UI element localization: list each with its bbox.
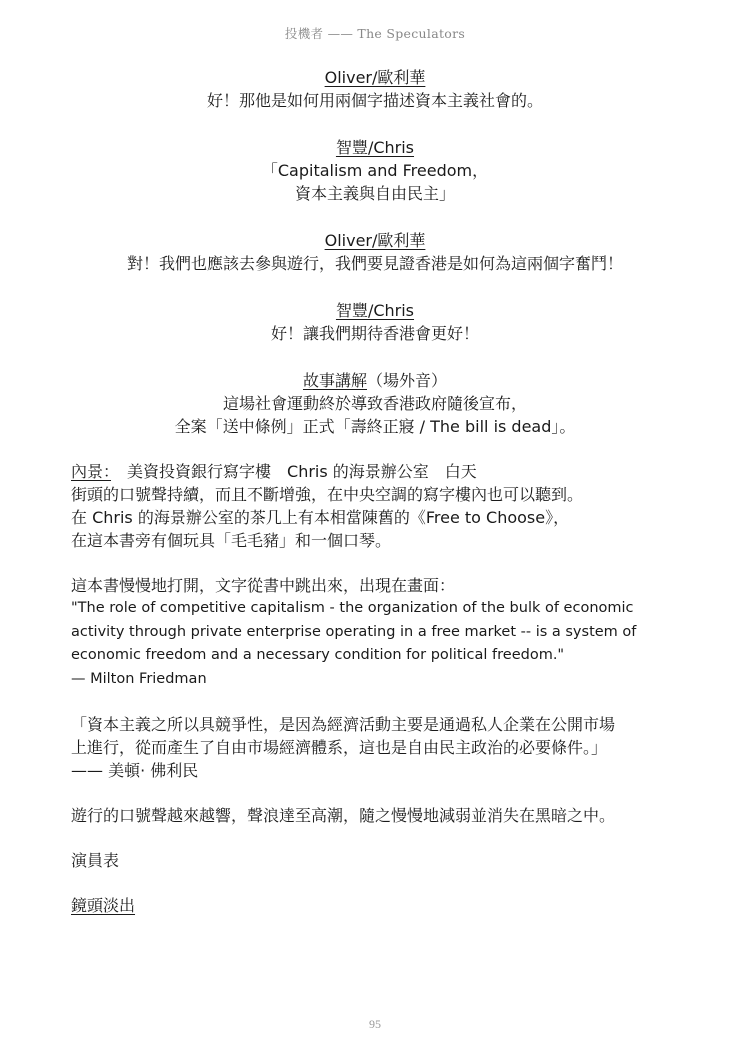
page-number: 95 — [369, 1017, 381, 1031]
dialogue-block — [0, 229, 750, 275]
dialogue-block — [0, 66, 750, 112]
fade-out-text: 鏡頭淡出 — [71, 896, 136, 915]
scene-line: 街頭的口號聲持續，而且不斷增強，在中央空調的寫字樓內也可以聽到。 — [71, 485, 584, 504]
dialogue-block — [0, 136, 750, 205]
dialogue-line: 好！那他是如何用兩個字描述資本主義社會的。 — [206, 91, 543, 110]
cast-list-label: 演員表 — [71, 851, 120, 870]
scene-line: 在這本書旁有個玩具「毛毛豬」和一個口琴。 — [71, 531, 392, 550]
fade-out-label — [0, 894, 750, 917]
translation-line: 上進行，從而產生了自由市場經濟體系，這也是自由民主政治的必要條件。」 — [71, 738, 608, 757]
narration-note: （場外音） — [367, 371, 448, 390]
narration-heading — [0, 369, 750, 392]
quote-line: activity through private enterprise operating in a free market -- is a system of — [71, 623, 637, 640]
narration-block — [0, 369, 750, 438]
dialogue-line: 資本主義與自由民主」 — [294, 184, 455, 203]
scene-location: 美資投資銀行寫字樓 Chris 的海景辦公室 白天 — [111, 462, 477, 481]
narration-label: 故事講解 — [302, 371, 367, 390]
dialogue-block — [0, 299, 750, 345]
speaker-name: 智豐/Chris — [335, 138, 415, 157]
translation-block — [0, 713, 750, 782]
speaker-name: 智豐/Chris — [335, 301, 415, 320]
book-intro: 這本書慢慢地打開，文字從書中跳出來，出現在畫面： — [71, 576, 456, 595]
closing-line: 遊行的口號聲越來越響，聲浪達至高潮，隨之慢慢地減弱並消失在黑暗之中。 — [71, 806, 616, 825]
page-body — [0, 66, 750, 917]
dialogue-line: 「Capitalism and Freedom， — [261, 161, 489, 180]
narration-line: 全案「送中條例」正式「壽終正寢 / The bill is dead」。 — [174, 417, 576, 436]
speaker-name: Oliver/歐利華 — [324, 68, 426, 87]
quote-line: "The role of competitive capitalism - the organization of the bulk of economic — [71, 600, 634, 616]
dialogue-line: 對！我們也應該去參與遊行，我們要見證香港是如何為這兩個字奮鬥！ — [126, 254, 623, 273]
scene-label: 內景： — [71, 462, 112, 481]
quote-line: economic freedom and a necessary condition for political freedom." — [71, 647, 565, 663]
translation-author: —— 美頓· 佛利民 — [71, 761, 199, 780]
scene-heading — [71, 460, 710, 483]
quote-author: — Milton Friedman — [71, 670, 207, 687]
dialogue-line: 好！讓我們期待香港會更好！ — [270, 324, 479, 343]
translation-line: 「資本主義之所以具競爭性，是因為經濟活動主要是通過私人企業在公開市場 — [71, 715, 616, 734]
running-header: 投機者 —— The Speculators — [284, 26, 466, 41]
narration-line: 這場社會運動終於導致香港政府隨後宣布， — [222, 394, 527, 413]
scene-line: 在 Chris 的海景辦公室的茶几上有本相當陳舊的《Free to Choose》， — [71, 508, 570, 527]
scene-block — [0, 460, 750, 552]
speaker-name: Oliver/歐利華 — [324, 231, 426, 250]
book-quote-block — [0, 574, 750, 691]
